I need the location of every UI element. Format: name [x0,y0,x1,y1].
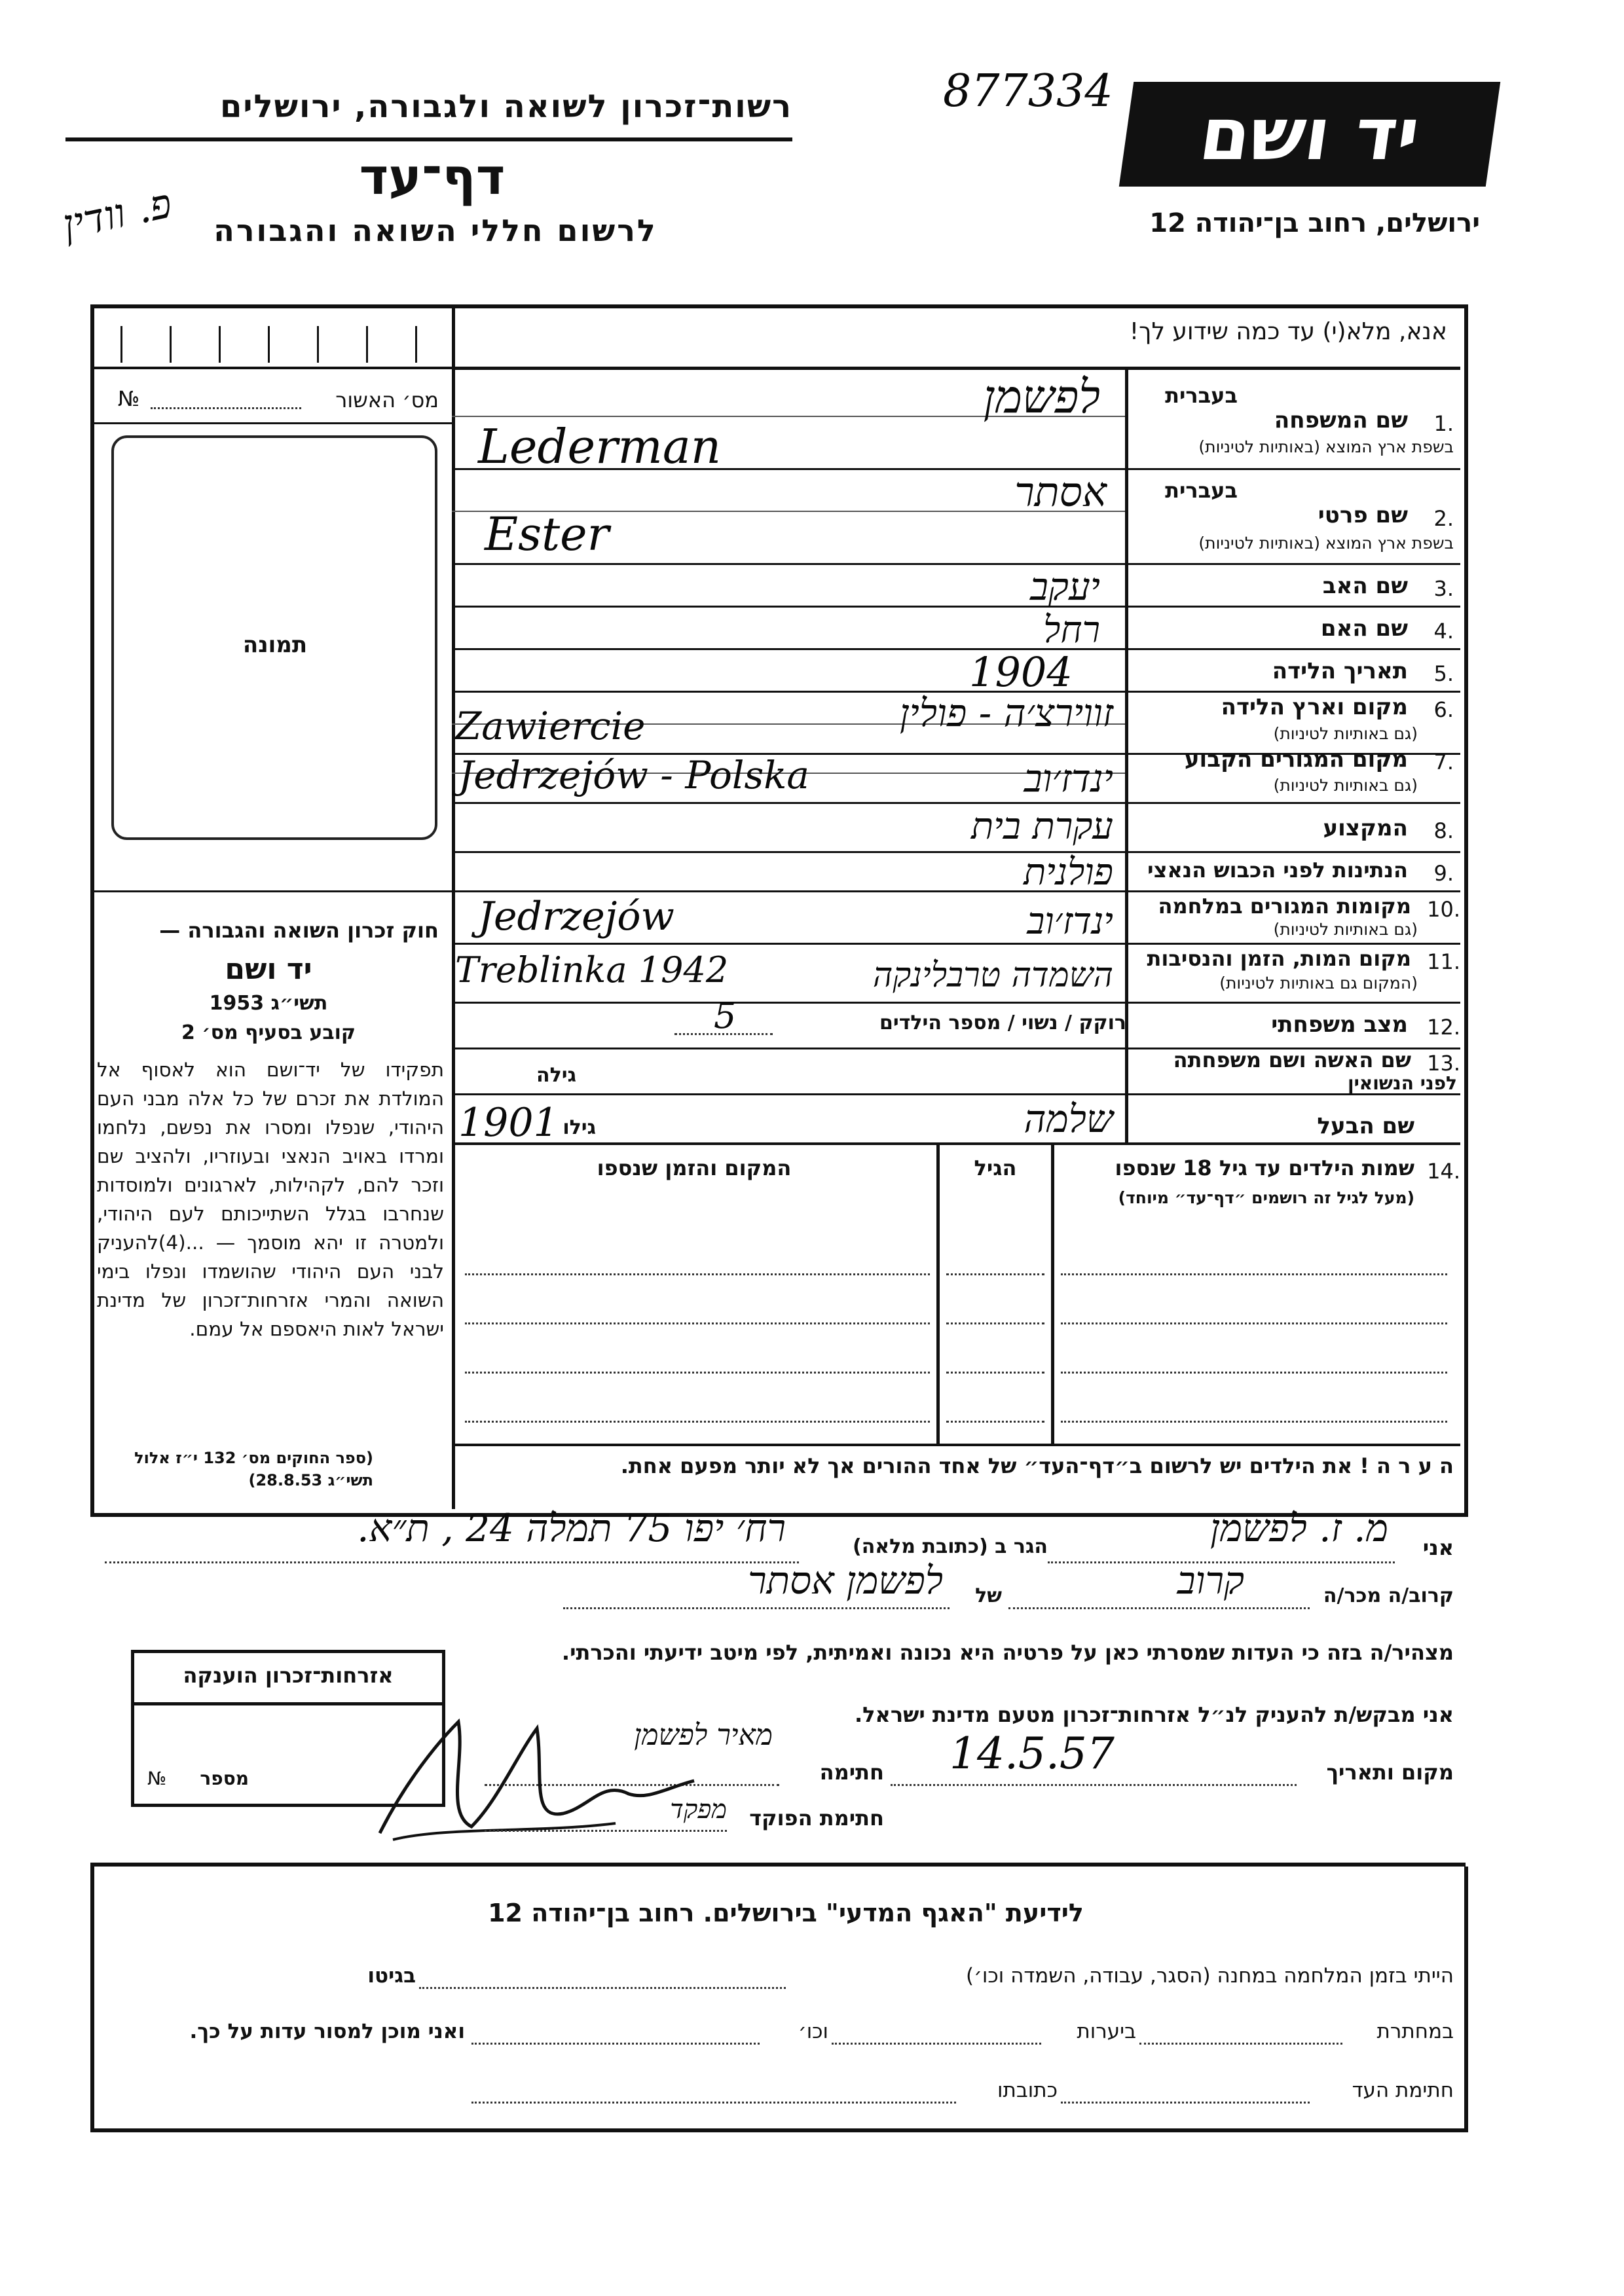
officer-signature-value[interactable]: מפקד [670,1795,727,1825]
photo-label: תמונה [242,632,308,658]
declaration-of-value[interactable]: לפשמן אסתר [748,1558,943,1603]
authority-underline [65,137,792,141]
field-10-latin-value[interactable]: Jedrzejów [478,894,674,939]
field-1-number: 1. [1433,411,1454,436]
law-name: יד ושם [225,953,312,986]
science-line2-etc: וכו׳ [798,2020,828,2043]
field-2-number: 2. [1433,506,1454,531]
husband-label: שם הבעל [1317,1113,1414,1139]
field-3-value[interactable]: יעקב [1029,564,1100,609]
corner-handwritten-note: פ. וודין [58,179,176,249]
field-13-label: שם האשה ושם משפחתה [1173,1048,1411,1072]
field-7-label: מקום המגורים הקבוע [1184,746,1408,773]
field-6-latin-value[interactable]: Zawiercie [455,704,646,748]
husband-age-label: גילו [563,1116,596,1139]
approval-number-dots [151,407,301,409]
wife-age-label: גילה [536,1064,576,1087]
field-2-label: שם פרטי [1318,502,1408,528]
declaration-address-value[interactable]: רח׳ יפו 75 תמלה 24 , ת״א. [357,1506,786,1550]
field-7-sub: (גם באותיות לטיניות) [1273,776,1418,795]
field-12-label: מצב משפחתי [1271,1011,1408,1038]
field-12-options: רוקק / נשוי / מספר הילדים [879,1011,1126,1034]
intro-text: אנא, מלא(י) עד כמה שידוע לך! [1129,318,1447,345]
authority-title: רשות־זכרון לשואה ולגבורה, ירושלים [219,88,792,125]
field-2-hebrew-value[interactable]: אסתר [1014,468,1107,516]
children-note: ה ע ר ה ! את הילדים יש לרשום ב״דף־העד״ של אחד ההורים אך לא יותר מפעם אחת. [620,1453,1454,1478]
form-subtitle: לרשום חללי השואה והגבורה [213,213,657,248]
field-4-label: שם האם [1320,615,1408,642]
place-date-label: מקום ותאריך [1326,1760,1454,1785]
officer-signature-label: חתימת הפוקד [749,1806,884,1831]
field-8-number: 8. [1433,818,1454,843]
yad-vashem-logo [1119,82,1500,187]
science-title: לידיעת "האגף המדעי" בירושלים. רחוב בן־יהודה 12 [488,1899,1084,1927]
declaration-statement: מצהיר/ה בזה כי העדות שמסרתי כאן על פרטיה היא נכונה ואמיתית, לפי מיטב ידיעתי והכרתי. [561,1640,1454,1665]
law-body: תפקידו של יד־ושם הוא לאסוף אל המולדת את זכרם של כל אלה מבני העם היהודי, שנפלו ומסרו את נפשם, נלחמו ומרדו באויב הנאצי ובעוזריו, ולהציב שם וזכר להם, לקהילות, לארגונים ולמוסדות שנחרבו בגלל השתייכותם לעם היהודי, ולמטרה זו יהא מוסמך — ...(4)להעניק לבני העם היהודי שהושמדו ונפלו בימי השואה והמרי אזרחות־זכרון של מדינת ישראל לאות היאספם אל עמם. [97,1059,444,1340]
law-title: חוק זכרון השואה והגבורה — [159,918,439,943]
science-line2-forests: ביערות [1077,2020,1136,2043]
declaration-name-value[interactable]: מ. ז. לפשמן [1209,1506,1388,1550]
field-13-sub: לפני הנשואין [1347,1072,1457,1094]
field-1-label: שם המשפחה [1274,407,1408,433]
form-name: דף־עד [359,147,506,206]
field-7-latin-value[interactable]: Jedrzejów - Polska [458,753,809,797]
approval-number-label: מס׳ האשור [335,388,439,412]
field-6-number: 6. [1433,697,1454,722]
science-line3-address: כתובתו [997,2079,1058,2102]
children-names-header: שמות הילדים עד גיל 18 שנספו [1115,1156,1414,1180]
signature-label: חתימה [819,1760,884,1785]
declaration-relative-label: קרוב/ה מכר/ה [1323,1584,1454,1607]
field-4-value[interactable]: רחל [1043,609,1100,651]
logo-text: יד ושם [1194,92,1425,176]
field-12-number: 12. [1427,1015,1460,1040]
science-line2-ready: ואני מוכן למסור עדות על כך. [189,2020,465,2043]
field-7-value[interactable]: ינדז׳וב [1024,756,1113,801]
field-2-side: בעברית [1165,478,1238,503]
field-8-label: המקצוע [1323,815,1408,841]
citizenship-box-no: № [147,1768,167,1789]
citizenship-box-title: אזרחות־זכרון הוענקה [183,1663,394,1688]
approval-tick-row [94,308,452,365]
field-2-latin-value[interactable]: Ester [485,507,610,561]
field-8-value[interactable]: עקרת בית [971,805,1113,848]
place-date-value[interactable]: 14.5.57 [950,1728,1115,1779]
husband-value[interactable]: שלמה [1024,1097,1113,1141]
field-10-number: 10. [1427,897,1460,922]
field-11-value[interactable]: השמדה טרבלינקה [872,956,1113,995]
field-1-latin-value[interactable]: Lederman [478,419,722,474]
field-6-label: מקום וארץ הלידה [1221,694,1408,720]
field-5-number: 5. [1433,661,1454,686]
field-11-number: 11. [1427,949,1460,974]
field-10-label: מקומות המגורים במלחמה [1158,894,1411,919]
field-1-hebrew-value[interactable]: לפשמן [983,370,1100,424]
children-names-sub: (מעל לגיל זה רושמים ״דף־עד״ מיוחד) [1118,1188,1414,1207]
children-place-header: המקום והזמן שנספו [597,1156,792,1180]
declaration-request: אני מבקש/ת להעניק לנ״ל אזרחות־זכרון מטעם מדינת ישראל. [855,1702,1454,1727]
signature-value[interactable]: מאיר לפשמן [634,1719,773,1752]
field-12-children-value[interactable]: 5 [714,995,737,1036]
children-age-header: הגיל [974,1156,1017,1180]
husband-age-value[interactable]: 1901 [458,1100,559,1146]
approval-no-sign: № [118,386,140,411]
field-9-value[interactable]: פולנית [1024,851,1113,894]
science-line1-camp: הייתי בזמן המלחמה במחנה (הסגר, עבודה, השמדה וכו׳) [965,1964,1454,1988]
science-line1-ghetto: בגיטו [367,1964,416,1988]
declaration-ani-label: אני [1422,1535,1454,1560]
law-clause: קובע בסעיף מס׳ 2 [181,1021,356,1044]
field-7-number: 7. [1433,750,1454,774]
declaration-address-label: הגר ב (כתובת מלאה) [852,1535,1048,1558]
declaration-of-label: של [975,1584,1002,1607]
field-2-sub: בשפת ארץ המוצא (באותיות לטיניות) [1198,534,1454,553]
field-6-value[interactable]: זווירצ׳ה - פולין [899,691,1113,735]
field-3-number: 3. [1433,576,1454,601]
field-6-sub: (גם באותיות לטיניות) [1273,724,1418,743]
children-number: 14. [1427,1159,1460,1184]
left-column-border [452,304,455,1509]
field-9-number: 9. [1433,861,1454,886]
field-11-latin-value[interactable]: Treblinka 1942 [455,949,729,991]
law-source: (ספר החוקים מס׳ 132 י״ז אלול תשי״ג 28.8.53) [134,1449,373,1489]
field-4-number: 4. [1433,619,1454,644]
field-10-value[interactable]: ינדז׳וב [1027,900,1113,943]
field-11-label: מקום המות, הזמן והנסיבות [1147,946,1411,971]
field-5-label: תאריך הלידה [1272,658,1408,684]
field-13-number: 13. [1427,1051,1460,1076]
field-10-sub: (גם באותיות לטיניות) [1273,920,1418,939]
science-line3-witness-signature: חתימת העד [1352,2079,1454,2102]
field-3-label: שם האב [1322,573,1408,599]
field-1-sub: בשפת ארץ המוצא (באותיות לטיניות) [1198,437,1454,456]
document-number: 877334 [943,65,1113,117]
citizenship-box-number: מספר [200,1768,249,1789]
address: ירושלים, רחוב בן־יהודה 12 [1149,208,1480,238]
field-11-sub: (המקום גם באותיות לטיניות) [1219,974,1418,993]
law-year: תשי״ג 1953 [209,992,328,1015]
field-1-side: בעברית [1165,383,1238,408]
field-5-value[interactable]: 1904 [969,648,1073,696]
field-9-label: הנתינות לפני הכבוש הנאצי [1147,858,1408,883]
declaration-relative-value[interactable]: קרוב [1177,1558,1244,1603]
science-line2-underground: במחתרת [1376,2020,1454,2043]
